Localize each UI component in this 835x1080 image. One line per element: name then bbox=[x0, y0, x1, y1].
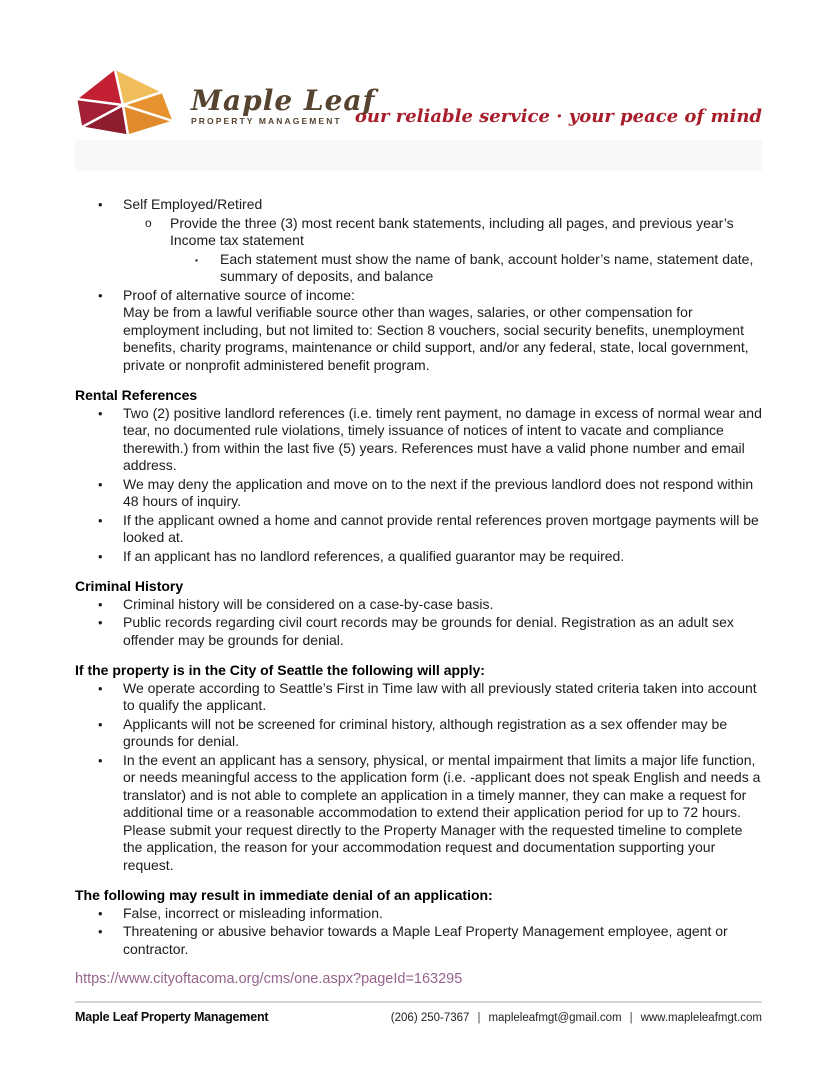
square-bullet-icon: ▪ bbox=[195, 254, 199, 265]
bullet-icon: • bbox=[98, 752, 103, 768]
list-item-text: Self Employed/Retired bbox=[123, 196, 263, 212]
list-item bbox=[75, 251, 762, 286]
bullet-icon: • bbox=[98, 680, 103, 696]
document-section bbox=[75, 387, 762, 565]
list-item bbox=[75, 287, 762, 375]
document-content bbox=[75, 196, 762, 989]
list-item bbox=[75, 752, 762, 875]
brand-name: Maple Leaf bbox=[191, 84, 376, 117]
bullet-icon: • bbox=[98, 548, 103, 564]
bullet-icon: • bbox=[98, 924, 103, 939]
company-tagline: our reliable service · your peace of mind bbox=[354, 106, 762, 127]
list-item-text: Two (2) positive landlord references (i.e. timely rent payment, no damage in excess of normal wear and tear, no documented rule violations, timely issuance of notices of intent to vacate and compliance therewith.) from within the last five (5) years. References must have a valid phone number and email address. bbox=[123, 404, 762, 473]
footer-email: mapleleafmgt@gmail.com bbox=[488, 1012, 622, 1024]
circle-bullet-icon: o bbox=[145, 215, 152, 230]
list-item-text: Public records regarding civil court records may be grounds for denial. Registration as an adult sex offender may be grounds for denial. bbox=[123, 614, 734, 648]
list-item-text: We operate according to Seattle’s First in Time law with all previously stated criteria taken into account to qualify the applicant. bbox=[123, 679, 757, 713]
list-item-text: If the applicant owned a home and cannot provide rental references proven mortgage payments will be looked at. bbox=[123, 511, 759, 545]
bullet-icon: • bbox=[98, 905, 103, 921]
list-item bbox=[75, 680, 762, 715]
bullet-icon: • bbox=[98, 405, 103, 421]
list-item-text: Applicants will not be screened for criminal history, although registration as a sex offender may be grounds for denial. bbox=[123, 715, 728, 749]
bullet-icon: • bbox=[98, 197, 103, 212]
list-item-text: False, incorrect or misleading information. bbox=[123, 904, 383, 921]
document-section bbox=[75, 578, 762, 649]
list-item-text: Proof of alternative source of income: bbox=[123, 286, 355, 303]
bullet-icon: • bbox=[98, 716, 103, 732]
section-heading: If the property is in the City of Seattle the following will apply: bbox=[75, 662, 485, 678]
list-item-text: Each statement must show the name of bank, account holder’s name, statement date, summary of deposits, and balance bbox=[220, 250, 754, 284]
document-section bbox=[75, 662, 762, 874]
list-item-continuation: May be from a lawful verifiable source other than wages, salaries, or other compensation for employment including, but not limited to: Section 8 vouchers, social security benefits, unemployment benefits, charity programs, maintenance or child support, and/or any federal, state, local government, private or nonprofit administered benefit program. bbox=[123, 304, 749, 373]
list-item bbox=[75, 405, 762, 475]
header-divider-band bbox=[75, 140, 762, 171]
footer-phone: (206) 250-7367 bbox=[390, 1012, 470, 1024]
list-item-text: We may deny the application and move on to the next if the previous landlord does not respond within 48 hours of inquiry. bbox=[123, 475, 754, 509]
list-item bbox=[75, 512, 762, 547]
list-item-text: If an applicant has no landlord references, a qualified guarantor may be required. bbox=[123, 547, 625, 564]
tacoma-city-link[interactable]: https://www.cityoftacoma.org/cms/one.aspx?pageId=163295 bbox=[75, 971, 463, 987]
list-item-text: Threatening or abusive behavior towards a Maple Leaf Property Management employee, agent or contractor. bbox=[123, 923, 728, 957]
document-sections bbox=[75, 196, 762, 958]
document-section bbox=[75, 887, 762, 958]
footer-separator: | bbox=[477, 1012, 481, 1024]
page-footer bbox=[75, 1001, 762, 1024]
bullet-icon: • bbox=[98, 476, 103, 492]
footer-company-name: Maple Leaf Property Management bbox=[75, 1010, 269, 1024]
company-logo bbox=[75, 67, 376, 137]
bullet-icon: • bbox=[98, 615, 103, 630]
list-item-text: Criminal history will be considered on a case-by-case basis. bbox=[123, 595, 494, 612]
section-heading: Rental References bbox=[75, 387, 198, 403]
footer-website: www.mapleleafmgt.com bbox=[640, 1012, 762, 1024]
list-item bbox=[75, 215, 762, 250]
list-item-text: Provide the three (3) most recent bank statements, including all pages, and previous year’s Income tax statement bbox=[170, 214, 734, 248]
list-item bbox=[75, 476, 762, 511]
footer-separator: | bbox=[629, 1012, 633, 1024]
list-item bbox=[75, 614, 762, 649]
brand-subtitle: PROPERTY MANAGEMENT bbox=[191, 116, 342, 126]
list-item bbox=[75, 548, 762, 566]
list-item bbox=[75, 596, 762, 614]
section-heading: The following may result in immediate denial of an application: bbox=[75, 887, 493, 903]
maple-leaf-house-icon bbox=[75, 67, 182, 137]
brand-text bbox=[191, 84, 376, 126]
list-item bbox=[75, 716, 762, 751]
list-item bbox=[75, 196, 762, 214]
section-heading: Criminal History bbox=[75, 578, 184, 594]
bullet-icon: • bbox=[98, 596, 103, 612]
bullet-icon: • bbox=[98, 287, 103, 303]
bullet-icon: • bbox=[98, 512, 103, 528]
list-item bbox=[75, 923, 762, 958]
footer-contact-info bbox=[391, 1012, 762, 1024]
document-section bbox=[75, 196, 762, 374]
list-item-text: In the event an applicant has a sensory, physical, or mental impairment that limits a major life function, or needs meaningful access to the application form (i.e. -applicant does not speak English and needs a translator) and is not able to complete an application in a timely manner, they can make a request for additional time or a reasonable accommodation to extend their application period for up to 72 hours. Please submit your request directly to the Property Manager with the requested timeline to complete the application, the reason for your accommodation request and documentation supporting your request. bbox=[123, 751, 761, 873]
list-item bbox=[75, 905, 762, 923]
